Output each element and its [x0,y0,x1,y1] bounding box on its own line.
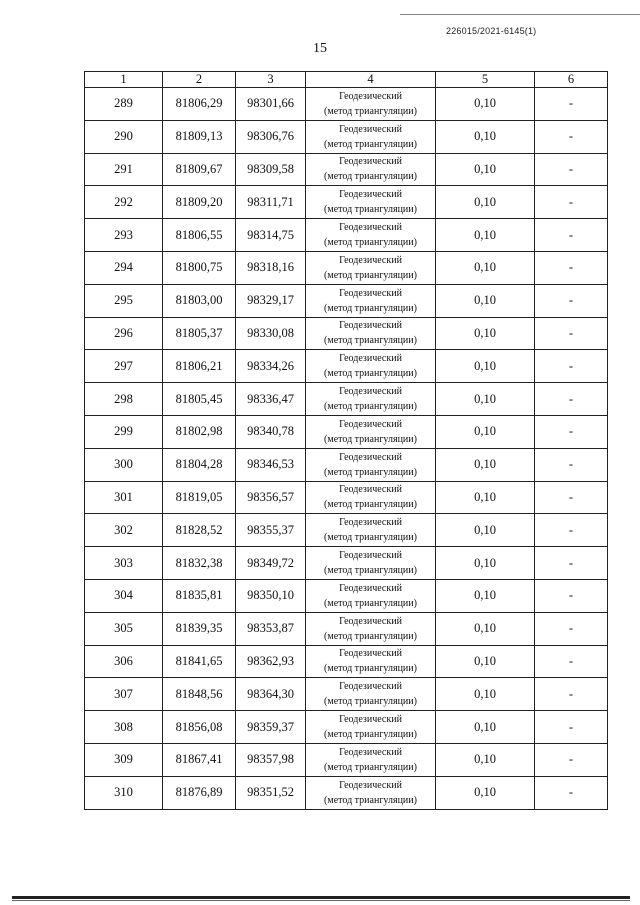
note-cell: - [535,350,608,383]
point-number-cell: 306 [85,645,163,678]
accuracy-cell: 0,10 [436,448,535,481]
note-cell: - [535,547,608,580]
table-row [85,350,608,383]
table-row [85,579,608,612]
column-header: 4 [306,72,436,88]
table-row [85,120,608,153]
method-line-1: Геодезический [339,714,402,726]
method-cell [306,481,436,514]
method-cell [306,448,436,481]
point-number-cell: 304 [85,579,163,612]
accuracy-cell: 0,10 [436,186,535,219]
method-line-1: Геодезический [339,648,402,660]
point-number-cell: 293 [85,219,163,252]
document-number: 226015/2021-6145(1) [446,26,537,36]
method-cell [306,678,436,711]
x-coordinate-cell: 81804,28 [163,448,236,481]
x-coordinate-cell: 81803,00 [163,284,236,317]
point-number-cell: 308 [85,711,163,744]
method-cell [306,612,436,645]
point-number-cell: 309 [85,743,163,776]
y-coordinate-cell: 98336,47 [236,383,306,416]
method-line-1: Геодезический [339,582,402,594]
method-cell [306,317,436,350]
y-coordinate-cell: 98330,08 [236,317,306,350]
method-cell [306,153,436,186]
accuracy-cell: 0,10 [436,776,535,809]
method-line-2: (метод триангуляции) [324,204,417,216]
method-line-1: Геодезический [339,418,402,430]
note-cell: - [535,448,608,481]
x-coordinate-cell: 81876,89 [163,776,236,809]
y-coordinate-cell: 98311,71 [236,186,306,219]
y-coordinate-cell: 98349,72 [236,547,306,580]
note-cell: - [535,645,608,678]
method-line-1: Геодезический [339,484,402,496]
accuracy-cell: 0,10 [436,711,535,744]
point-number-cell: 290 [85,120,163,153]
method-line-1: Геодезический [339,287,402,299]
accuracy-cell: 0,10 [436,415,535,448]
table-row [85,743,608,776]
method-line-2: (метод триангуляции) [324,794,417,806]
accuracy-cell: 0,10 [436,645,535,678]
method-line-2: (метод триангуляции) [324,237,417,249]
x-coordinate-cell: 81805,37 [163,317,236,350]
accuracy-cell: 0,10 [436,481,535,514]
y-coordinate-cell: 98314,75 [236,219,306,252]
note-cell: - [535,415,608,448]
footer-rule [12,896,630,899]
y-coordinate-cell: 98350,10 [236,579,306,612]
y-coordinate-cell: 98334,26 [236,350,306,383]
note-cell: - [535,317,608,350]
method-line-2: (метод триангуляции) [324,663,417,675]
method-cell [306,88,436,121]
method-cell [306,350,436,383]
method-line-2: (метод триангуляции) [324,105,417,117]
accuracy-cell: 0,10 [436,350,535,383]
page-number: 15 [313,41,327,56]
point-number-cell: 298 [85,383,163,416]
note-cell: - [535,579,608,612]
accuracy-cell: 0,10 [436,120,535,153]
method-cell [306,514,436,547]
accuracy-cell: 0,10 [436,612,535,645]
table-row [85,284,608,317]
point-number-cell: 296 [85,317,163,350]
point-number-cell: 294 [85,251,163,284]
method-cell [306,284,436,317]
point-number-cell: 302 [85,514,163,547]
method-line-2: (метод триангуляции) [324,302,417,314]
y-coordinate-cell: 98306,76 [236,120,306,153]
x-coordinate-cell: 81856,08 [163,711,236,744]
method-line-1: Геодезический [339,90,402,102]
accuracy-cell: 0,10 [436,514,535,547]
method-line-2: (метод триангуляции) [324,565,417,577]
y-coordinate-cell: 98301,66 [236,88,306,121]
method-line-2: (метод триангуляции) [324,532,417,544]
point-number-cell: 310 [85,776,163,809]
note-cell: - [535,284,608,317]
method-line-2: (метод триангуляции) [324,269,417,281]
y-coordinate-cell: 98355,37 [236,514,306,547]
table-row [85,776,608,809]
x-coordinate-cell: 81832,38 [163,547,236,580]
y-coordinate-cell: 98340,78 [236,415,306,448]
note-cell: - [535,711,608,744]
note-cell: - [535,153,608,186]
column-header: 1 [85,72,163,88]
method-cell [306,383,436,416]
column-header: 2 [163,72,236,88]
table-row [85,251,608,284]
method-line-1: Геодезический [339,746,402,758]
table-row [85,153,608,186]
x-coordinate-cell: 81848,56 [163,678,236,711]
method-line-1: Геодезический [339,189,402,201]
method-line-1: Геодезический [339,451,402,463]
method-line-2: (метод триангуляции) [324,729,417,741]
method-line-1: Геодезический [339,254,402,266]
method-line-1: Геодезический [339,517,402,529]
x-coordinate-cell: 81867,41 [163,743,236,776]
table-row [85,678,608,711]
method-cell [306,579,436,612]
method-cell [306,120,436,153]
accuracy-cell: 0,10 [436,88,535,121]
y-coordinate-cell: 98329,17 [236,284,306,317]
x-coordinate-cell: 81805,45 [163,383,236,416]
method-line-1: Геодезический [339,779,402,791]
point-number-cell: 301 [85,481,163,514]
table-row [85,645,608,678]
top-rule [400,14,640,15]
x-coordinate-cell: 81828,52 [163,514,236,547]
method-line-1: Геодезический [339,156,402,168]
point-number-cell: 295 [85,284,163,317]
y-coordinate-cell: 98318,16 [236,251,306,284]
point-number-cell: 292 [85,186,163,219]
table-row [85,711,608,744]
method-line-2: (метод триангуляции) [324,401,417,413]
x-coordinate-cell: 81802,98 [163,415,236,448]
point-number-cell: 291 [85,153,163,186]
accuracy-cell: 0,10 [436,317,535,350]
x-coordinate-cell: 81809,13 [163,120,236,153]
method-line-2: (метод триангуляции) [324,171,417,183]
method-line-1: Геодезический [339,386,402,398]
method-line-2: (метод триангуляции) [324,368,417,380]
point-number-cell: 303 [85,547,163,580]
method-line-2: (метод триангуляции) [324,630,417,642]
note-cell: - [535,219,608,252]
accuracy-cell: 0,10 [436,251,535,284]
x-coordinate-cell: 81839,35 [163,612,236,645]
method-cell [306,219,436,252]
y-coordinate-cell: 98346,53 [236,448,306,481]
y-coordinate-cell: 98356,57 [236,481,306,514]
method-cell [306,776,436,809]
accuracy-cell: 0,10 [436,219,535,252]
note-cell: - [535,481,608,514]
table-row [85,514,608,547]
table-body [85,88,608,810]
method-line-2: (метод триангуляции) [324,466,417,478]
y-coordinate-cell: 98362,93 [236,645,306,678]
accuracy-cell: 0,10 [436,153,535,186]
accuracy-cell: 0,10 [436,743,535,776]
column-header: 3 [236,72,306,88]
point-number-cell: 307 [85,678,163,711]
x-coordinate-cell: 81806,21 [163,350,236,383]
method-cell [306,186,436,219]
point-number-cell: 297 [85,350,163,383]
note-cell: - [535,776,608,809]
note-cell: - [535,678,608,711]
method-cell [306,547,436,580]
column-header: 6 [535,72,608,88]
y-coordinate-cell: 98357,98 [236,743,306,776]
y-coordinate-cell: 98364,30 [236,678,306,711]
note-cell: - [535,88,608,121]
method-line-2: (метод триангуляции) [324,138,417,150]
coordinates-table [84,71,608,810]
note-cell: - [535,186,608,219]
footer-rule-thin [12,900,630,901]
note-cell: - [535,120,608,153]
table-row [85,317,608,350]
column-header: 5 [436,72,535,88]
x-coordinate-cell: 81809,20 [163,186,236,219]
table-row [85,448,608,481]
x-coordinate-cell: 81819,05 [163,481,236,514]
table-row [85,547,608,580]
y-coordinate-cell: 98309,58 [236,153,306,186]
y-coordinate-cell: 98353,87 [236,612,306,645]
point-number-cell: 289 [85,88,163,121]
x-coordinate-cell: 81806,29 [163,88,236,121]
method-cell [306,743,436,776]
method-line-1: Геодезический [339,550,402,562]
note-cell: - [535,514,608,547]
x-coordinate-cell: 81800,75 [163,251,236,284]
method-cell [306,415,436,448]
method-line-2: (метод триангуляции) [324,761,417,773]
table-row [85,415,608,448]
table-row [85,481,608,514]
x-coordinate-cell: 81809,67 [163,153,236,186]
table-row [85,383,608,416]
note-cell: - [535,251,608,284]
accuracy-cell: 0,10 [436,678,535,711]
accuracy-cell: 0,10 [436,579,535,612]
accuracy-cell: 0,10 [436,383,535,416]
method-line-2: (метод триангуляции) [324,499,417,511]
x-coordinate-cell: 81835,81 [163,579,236,612]
method-cell [306,251,436,284]
method-cell [306,711,436,744]
table-row [85,88,608,121]
method-line-1: Геодезический [339,123,402,135]
table-row [85,186,608,219]
method-line-1: Геодезический [339,681,402,693]
method-line-2: (метод триангуляции) [324,597,417,609]
method-line-1: Геодезический [339,615,402,627]
method-line-1: Геодезический [339,320,402,332]
method-line-1: Геодезический [339,353,402,365]
y-coordinate-cell: 98351,52 [236,776,306,809]
point-number-cell: 305 [85,612,163,645]
note-cell: - [535,743,608,776]
table-row [85,612,608,645]
y-coordinate-cell: 98359,37 [236,711,306,744]
header-row [85,72,608,88]
accuracy-cell: 0,10 [436,284,535,317]
note-cell: - [535,383,608,416]
x-coordinate-cell: 81806,55 [163,219,236,252]
method-cell [306,645,436,678]
accuracy-cell: 0,10 [436,547,535,580]
method-line-2: (метод триангуляции) [324,433,417,445]
table-row [85,219,608,252]
method-line-2: (метод триангуляции) [324,335,417,347]
point-number-cell: 300 [85,448,163,481]
method-line-2: (метод триангуляции) [324,696,417,708]
method-line-1: Геодезический [339,222,402,234]
point-number-cell: 299 [85,415,163,448]
x-coordinate-cell: 81841,65 [163,645,236,678]
note-cell: - [535,612,608,645]
